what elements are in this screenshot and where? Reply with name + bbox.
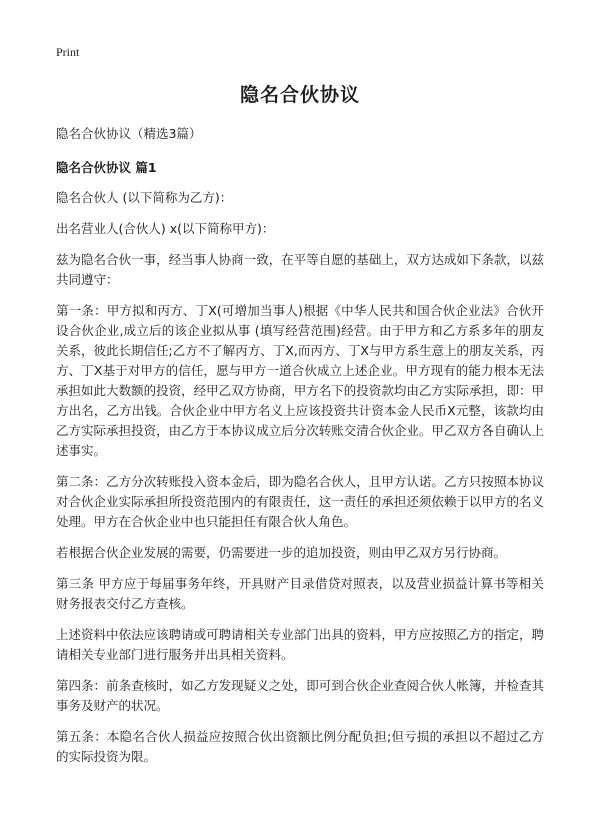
paragraph-article-5: 第五条：本隐名合伙人损益应按照合伙出资额比例分配负担;但亏损的承担以不超过乙方的实际投资为限。 [56, 729, 544, 764]
document-subtitle: 隐名合伙协议（精选3篇） [56, 126, 202, 141]
paragraph-article-2: 第二条：乙方分次转账投入资本金后，即为隐名合伙人，且甲方认诺。乙方只按照本协议对合伙企业实际承担所投资范围内的有限责任，这一责任的承担还须依赖于以甲方的名义处理。甲方在合伙企业中也只能担任有限合伙人角色。 [56, 474, 544, 529]
paragraph-article-3: 第三条 甲方应于每届事务年终，开具财产目录借贷对照表，以及营业损益计算书等相关财务报表交付乙方查核。 [56, 576, 544, 611]
document-title: 隐名合伙协议 [239, 84, 360, 106]
paragraph-additional-investment: 若根据合伙企业发展的需要，仍需要进一步的追加投资，则由甲乙双方另行协商。 [56, 545, 507, 560]
paragraph-named-partner: 出名营业人(合伙人) x(以下简称甲方)： [56, 221, 275, 236]
section-title: 隐名合伙协议 篇1 [56, 160, 157, 175]
paragraph-preamble: 兹为隐名合伙一事，经当事人协商一致，在平等自愿的基础上，双方达成如下条款，以兹共同遵守： [56, 252, 544, 287]
paragraph-silent-partner: 隐名合伙人 (以下简称为乙方)： [56, 190, 233, 205]
paragraph-professional-services: 上述资料中依法应该聘请或可聘请相关专业部门出具的资料，甲方应按照乙方的指定，聘请相关专业部门进行服务并出具相关资料。 [56, 627, 544, 662]
print-link[interactable]: Print [56, 45, 80, 59]
paragraph-article-1: 第一条：甲方拟和丙方、丁X(可增加当事人)根据《中华人民共和国合伙企业法》合伙开设合伙企业,成立后的该企业拟从事 (填写经营范围)经营。由于甲方和乙方系多年的朋友关系，彼此长期信任;乙方不了解丙方、丁X,而丙方、丁X与甲方系生意上的朋友关系，丙方、丁X基于对甲方的信任，愿与甲方一道合伙成立上述企业。甲方现有的能力根本无法承担如此大数额的投资，经甲乙双方协商，甲方名下的投资款均由乙方实际承担，即：甲方出名，乙方出钱。合伙企业中甲方名义上应该投资共计资本金人民币X元整，该款均由乙方实际承担投资，由乙方于本协议成立后分次转账交清合伙企业。甲乙双方各自确认上述事实。 [56, 303, 544, 458]
paragraph-article-4: 第四条：前条查核时，如乙方发现疑义之处，即可到合伙企业查阅合伙人帐簿，并检查其事务及财产的状况。 [56, 678, 544, 713]
